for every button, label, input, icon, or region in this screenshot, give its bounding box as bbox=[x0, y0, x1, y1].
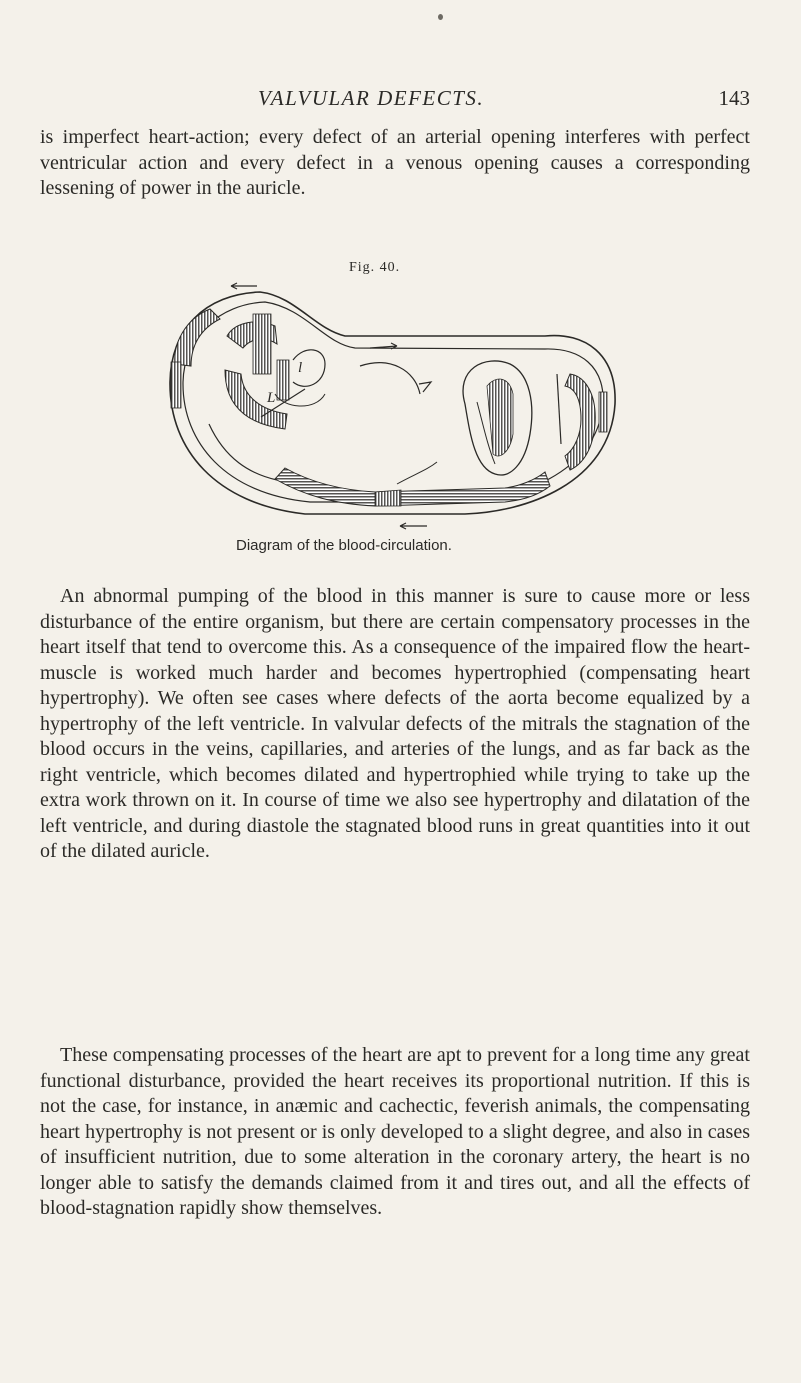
chamber-label-L: L bbox=[267, 390, 276, 406]
left-vessel-wall bbox=[175, 309, 220, 366]
paragraph-3: These compensating processes of the heart are apt to prevent for a long time any great functional disturbance, provided the heart receives its proportional nutrition. If this is not the case, for instance, in anæmic and cachectic, feverish animals, the compensating heart hypertrophy is not present or is only developed to a slight degree, and also in cases of insufficient nutrition, due to some alteration in the coronary artery, the heart is no longer able to satisfy the demands claimed from it and tires out, and all the effects of blood-stagnation rapidly show themselves. bbox=[40, 1044, 750, 1219]
page-number: 143 bbox=[718, 86, 750, 110]
pulmonary-arrow bbox=[419, 382, 431, 392]
septum bbox=[277, 360, 289, 400]
systemic-arc bbox=[209, 424, 277, 480]
right-vessel-stroke bbox=[557, 374, 561, 444]
pulmonary-vessel bbox=[360, 363, 420, 394]
lung-lobe-hatch bbox=[487, 379, 513, 456]
chamber-label-l: l bbox=[298, 360, 303, 376]
flow-arrow-bottom bbox=[400, 523, 427, 529]
paragraph-2: An abnormal pumping of the blood in this manner is sure to cause more or less disturbance of the entire organism, but there are certain compensatory processes in the heart itself that tend to overcome this. As a consequence of the impaired flow the heart-muscle is worked much harder and becomes hypertrophied (compensating heart hypertrophy). We often see cases where defects of the aorta become equalized by a hypertrophy of the left ventricle. In valvular defects of the mitrals the stagnation of the blood occurs in the veins, capillaries, and arteries of the lungs, and as far back as the right ventricle, which becomes dilated and hypertrophied while trying to take up the extra work thrown on it. In course of time we also see hypertrophy and dilatation of the left ventricle, and during diastole the stagnated blood runs in great quantities into it out of the dilated auricle. bbox=[40, 585, 750, 862]
ink-speck bbox=[438, 14, 443, 20]
venous-junction bbox=[375, 490, 401, 506]
aorta-root bbox=[253, 314, 271, 374]
left-vessel-bar bbox=[171, 362, 181, 408]
circulation-diagram bbox=[165, 274, 620, 538]
figure-label: Fig. 40. bbox=[349, 260, 401, 275]
right-vessel-bar bbox=[599, 392, 607, 432]
running-title: VALVULAR DEFECTS. bbox=[258, 86, 485, 110]
right-vessel-wall bbox=[565, 374, 595, 470]
paragraph-1: is imperfect heart-action; every defect of an arterial opening interferes with perfect ventricular action and every defect in a venous opening causes a corresponding lessening of power in the auricle. bbox=[40, 126, 750, 199]
figure-caption: Diagram of the blood-circulation. bbox=[236, 537, 452, 554]
venous-trunk-inner bbox=[397, 462, 437, 484]
flow-arrow-top bbox=[231, 283, 257, 289]
running-header bbox=[258, 86, 750, 116]
